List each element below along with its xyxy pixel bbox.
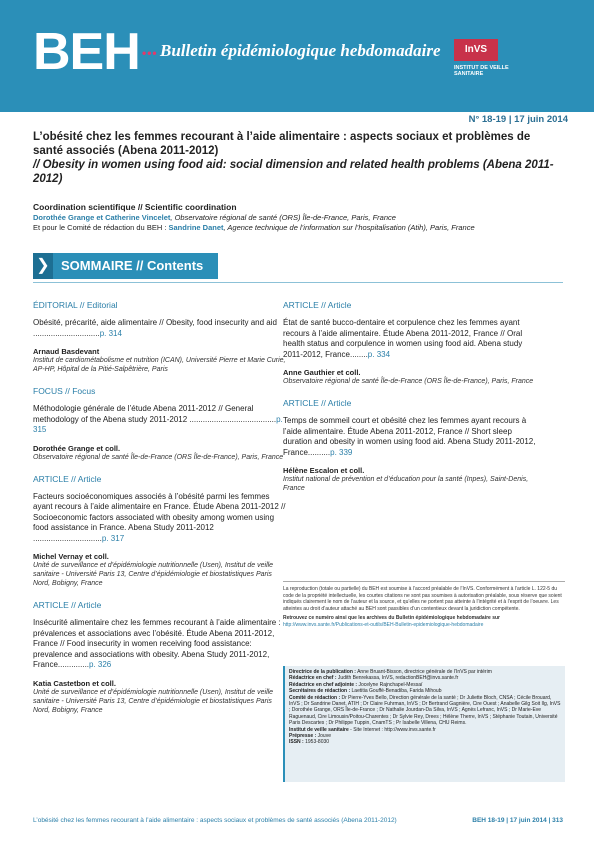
- sommaire-banner: [33, 253, 218, 279]
- editorial-key: ISSN :: [289, 739, 304, 746]
- invs-logo: [446, 39, 510, 87]
- coordination-heading: Coordination scientifique // Scientific coordination: [33, 202, 237, 212]
- section-label: ARTICLE // Article: [283, 398, 352, 408]
- editorial-value: 1953-8030: [303, 739, 330, 746]
- section-label: ARTICLE // Article: [33, 473, 102, 484]
- author: Katia Castetbon et coll.: [33, 678, 116, 688]
- affiliation: Unité de surveillance et d’épidémiologie nutritionnelle (Usen), Institut de veille sanitaire - Université Paris 13, Centre d’épidémiologie et biostatistiques Paris Nord, Bobigny, France: [33, 562, 274, 587]
- editorial-line: [289, 739, 561, 745]
- section-label: ARTICLE // Article: [33, 600, 102, 610]
- editorial-key: Prépresse :: [289, 733, 317, 740]
- editorial-key: Institut de veille sanitaire: [289, 726, 349, 733]
- sommaire-divider: [33, 282, 563, 283]
- coordinator-affiliation: , Observatoire régional de santé (ORS) Île-de-France, Paris, France: [170, 213, 396, 222]
- entry-text[interactable]: Insécurité alimentaire chez les femmes recourant à l’aide alimentaire : prévalences et associations avec l’obésité. Étude Abena 2011-2012, France // Food insecurity in women receiving food assistance: prevalence and associations with obesity. Abena Study 2011-2012, France..............: [33, 618, 281, 669]
- entry-text[interactable]: Temps de sommeil court et obésité chez les femmes ayant recours à l’aide alimentaire. Étude Abena 2011-2012, France // Short sleep duration and obesity in women using food aid. Abena Study 2011-2012, France..........: [283, 416, 536, 457]
- entry-title: [33, 618, 289, 671]
- bulletin-title: Bulletin épidémiologique hebdomadaire: [160, 41, 441, 60]
- editorial-key: Comité de rédaction :: [289, 694, 341, 701]
- affiliation: Observatoire régional de santé Île-de-France (ORS Île-de-France), Paris, France: [283, 378, 534, 385]
- editorial-value: Jocelyne Rajnchapel-Messaï: [357, 681, 423, 688]
- contents-entry: [283, 300, 539, 386]
- editorial-key: Directrice de la publication :: [289, 669, 356, 675]
- contents-entry: [283, 398, 539, 493]
- section-label: ÉDITORIAL // Editorial: [33, 300, 118, 310]
- entry-text[interactable]: État de santé bucco-dentaire et corpulence chez les femmes ayant recours à l’aide alimentaire. Étude Abena 2011-2012, France // Oral health status and corpulence in women using food aid. Abena study 2011-2012, France........: [283, 318, 523, 359]
- invs-text: INSTITUT DE VEILLE SANITAIRE: [454, 65, 509, 77]
- entry-title: [283, 416, 539, 458]
- contents-entry: [33, 386, 289, 462]
- editorial-board: [283, 666, 565, 782]
- editorial-value: Laetitia Gouffé-Benadiba, Farida Mihoub: [350, 688, 442, 695]
- author: Michel Vernay et coll.: [33, 552, 109, 561]
- header-banner: [0, 0, 594, 112]
- issue-number: N° 18-19 | 17 juin 2014: [468, 114, 568, 125]
- coordination-names: [33, 213, 573, 222]
- affiliation: Institut national de prévention et d’éducation pour la santé (Inpes), Saint-Denis, France: [283, 476, 529, 492]
- editorial-key: Rédactrice en chef adjointe :: [289, 681, 358, 688]
- title-fr: L’obésité chez les femmes recourant à l’aide alimentaire : aspects sociaux et problèmes de santé associés (Abena 2011-2012): [33, 131, 531, 157]
- sommaire-label: SOMMAIRE // Contents: [61, 258, 204, 273]
- author: Hélène Escalon et coll.: [283, 466, 365, 475]
- editorial-key: Secrétaires de rédaction :: [289, 688, 351, 695]
- entry-text[interactable]: Méthodologie générale de l’étude Abena 2011-2012 // General methodology of the Abena study 2011-2012 .......................................: [33, 404, 277, 424]
- author: Anne Gauthier et coll.: [283, 368, 361, 377]
- page-ref[interactable]: p. 315: [33, 414, 283, 434]
- coordinator-names: Dorothée Grange et Catherine Vincelet: [33, 213, 171, 222]
- issue-title: [33, 130, 563, 186]
- page-ref[interactable]: p. 326: [89, 660, 112, 669]
- entry-text[interactable]: Facteurs socioéconomiques associés à l’obésité parmi les femmes ayant recours à l’aide alimentaire en France. Étude Abena 2011-2012 // Socioeconomic factors associated with obesity among women using food assistance in France. Abena Study 2011-2012 ...............................: [33, 491, 286, 543]
- entry-title: [33, 404, 289, 436]
- page-ref[interactable]: p. 314: [99, 328, 122, 338]
- entry-text[interactable]: Obésité, précarité, aide alimentaire // Obesity, food insecurity and aid ..............................: [33, 318, 277, 338]
- beh-logo: BEH: [33, 23, 140, 81]
- editorial-key: Rédactrice en chef :: [289, 675, 337, 682]
- committee-prefix: Et pour le Comité de rédaction du BEH :: [33, 223, 169, 232]
- page-ref[interactable]: p. 334: [367, 349, 391, 359]
- editorial-line: [289, 695, 561, 727]
- entry-title: [283, 318, 539, 360]
- archives-link[interactable]: http://www.invs.sante.fr/Publications-et-outils/BEH-Bulletin-epidemiologique-hebdomadaire: [283, 621, 484, 628]
- editorial-value: Dr Pierre-Yves Bello, Direction générale de la santé ; Dr Juliette Bloch, CNSA ; Cécile Brouard, InVS ; Dr Sandrine Danet, ATIH ; Dr Claire Fuhrman, InVS ; Dr Bertrand Gagnière, Cire Ouest ; Anabelle Gilg Soit Ilg, InVS ; Dorothée Grange, ORS Île-de-France ; Dr Nathalie Jourdan-Da Silva, InVS ; Agnès Lefranc, InVS ; Dr Marie-Eve Raguenaud, Cire Limousin/Poitou-Charentes ; Dr Sylvie Rey, Drees ; Hélène Therre, InVS ; Stéphanie Toutain, Université Paris Descartes ; Dr Philippe Tuppin, CnamTS ; Pr Isabelle Villena, CHU Reims.: [289, 694, 561, 727]
- committee-affiliation: , Agence technique de l’information sur l’hospitalisation (Atih), Paris, France: [223, 223, 475, 232]
- author: Arnaud Basdevant: [33, 347, 100, 356]
- contents-right-column: [283, 300, 539, 505]
- entry-title: [33, 318, 289, 339]
- footer-issue: BEH 18-19 | 17 juin 2014 | 313: [472, 817, 563, 824]
- invs-mark: InVS: [454, 39, 498, 61]
- editorial-value: Judith Benrekassa, InVS, redactionBEH@invs.sante.fr: [336, 675, 459, 682]
- footer-title: L’obésité chez les femmes recourant à l’aide alimentaire : aspects sociaux et problèmes de santé associés (Abena 2011-2012): [33, 817, 397, 824]
- affiliation: Observatoire régional de santé Île-de-France (ORS Île-de-France), Paris, France: [33, 453, 284, 461]
- section-label: ARTICLE // Article: [283, 300, 352, 310]
- contents-entry: [33, 600, 289, 715]
- logo-dots: •••: [142, 46, 158, 60]
- editorial-value: Jouve: [316, 733, 331, 740]
- entry-title: [33, 492, 289, 545]
- title-en: // Obesity in women using food aid: social dimension and related health problems (Abena 2011-2012): [33, 159, 554, 185]
- archives-text: Retrouvez ce numéro ainsi que les archives du Bulletin épidémiologique hebdomadaire sur: [283, 615, 500, 621]
- affiliation: Unité de surveillance et d’épidémiologie nutritionnelle (Usen), Institut de veille sanitaire - Université Paris 13, Centre d’épidémiologie et biostatistiques Paris Nord, Bobigny, France: [33, 688, 274, 714]
- legal-notice: [283, 581, 565, 628]
- page-ref[interactable]: p. 339: [330, 447, 353, 457]
- committee-line: [33, 223, 573, 232]
- editorial-value: - Site Internet : http://www.invs.sante.fr: [348, 726, 436, 733]
- author: Dorothée Grange et coll.: [33, 443, 121, 453]
- contents-entry: [33, 300, 289, 374]
- chevron-right-icon: ❯: [33, 253, 53, 279]
- page-ref[interactable]: p. 317: [101, 533, 125, 543]
- contents-left-column: [33, 300, 289, 727]
- affiliation: Institut de cardiométabolisme et nutrition (ICAN), Université Pierre et Marie Curie, AP-HP, Hôpital de la Pitié-Salpêtrière, Paris: [33, 357, 286, 373]
- contents-entry: [33, 474, 289, 589]
- page-footer: [33, 817, 563, 824]
- copyright-text: La reproduction (totale ou partielle) du BEH est soumise à l’accord préalable de l’InVS. Conformément à l’article L. 122-5 du code de la propriété intellectuelle, les courtes citations ne sont pas soumises à autorisation préalable, sous réserve que soient indiqués clairement le nom de l’auteur et la source, et qu’elles ne portent pas atteinte à l’intégrité et à l’esprit de l’oeuvre. Les atteintes au droit d’auteur attaché au BEH sont passibles d’un contentieux devant la juridiction compétente.: [283, 586, 562, 612]
- editorial-value: Anne Bruant-Bisson, directrice générale de l’InVS par intérim: [355, 669, 492, 675]
- committee-name: Sandrine Danet: [168, 223, 224, 232]
- section-label: FOCUS // Focus: [33, 386, 96, 396]
